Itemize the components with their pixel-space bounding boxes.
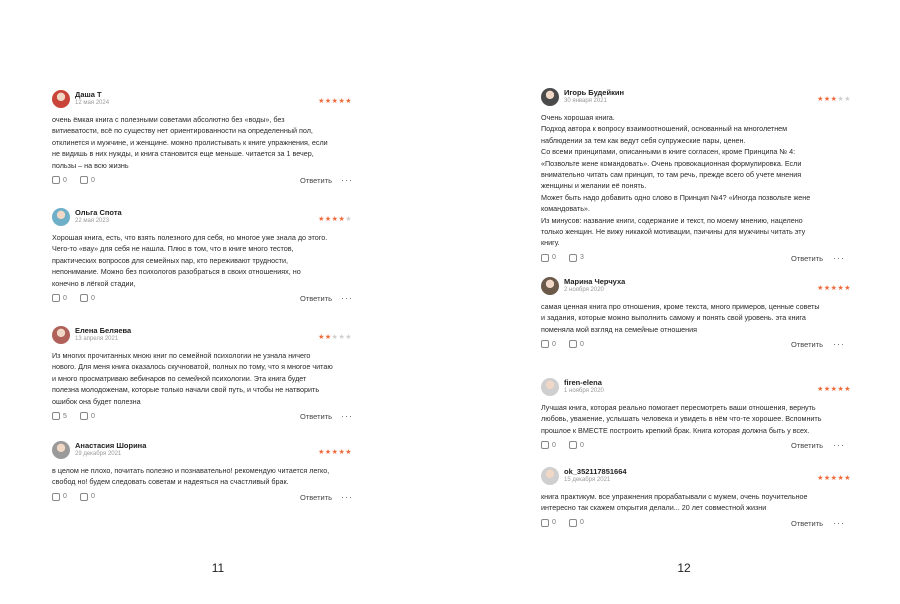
thumbs-down-icon — [80, 176, 88, 184]
reviewer-name[interactable]: ok_352117851664 — [564, 467, 627, 476]
reply-button[interactable]: Ответить — [300, 412, 333, 422]
rating-stars — [318, 215, 352, 223]
rating-stars — [817, 284, 851, 292]
like-count: 0 — [552, 441, 556, 449]
star-icon: ★ — [817, 285, 824, 292]
thumbs-down-icon — [80, 294, 88, 302]
dislike-button[interactable] — [80, 176, 95, 184]
reply-button[interactable]: Ответить — [791, 253, 824, 263]
review-text-line: Может быть надо добавить одно слово в Принцип №4? «Иногда позвольте жене — [541, 192, 811, 202]
more-options-icon[interactable]: ··· — [833, 339, 845, 350]
review-text-line: витиеватости, всё по существу нет ориентированности на определенный пол, — [52, 126, 313, 136]
review-text-line: Очень хорошая книга. — [541, 113, 615, 122]
review-text-line: Из минусов: название книги, содержание и текст, по моему мнению, нацелено — [541, 215, 803, 225]
review-text-line: полезна молодоженам, которые только начали свой путь, и чтобы не натворить — [52, 385, 320, 395]
like-button[interactable] — [541, 519, 556, 527]
rating-stars — [318, 448, 352, 456]
review-actions — [541, 340, 851, 354]
thumbs-down-icon — [569, 441, 577, 449]
review-text-line: внимательно читать сам принцип, то там речь, прежде всего об учете мнения — [541, 170, 802, 180]
avatar[interactable] — [541, 277, 559, 295]
review-text-line: пользы – на всю жизнь — [52, 160, 129, 170]
star-icon: ★ — [830, 285, 838, 292]
rating-stars — [817, 95, 851, 103]
dislike-count: 0 — [91, 294, 95, 302]
like-count: 0 — [63, 294, 67, 302]
review-date: 15 декабря 2021 — [564, 477, 611, 483]
review-header — [52, 441, 352, 465]
review-text-line: женщины и желании её понять. — [541, 181, 647, 191]
review-actions — [541, 441, 851, 455]
star-icon: ★ — [817, 96, 824, 103]
thumbs-down-icon — [569, 340, 577, 348]
reply-button[interactable]: Ответить — [300, 294, 333, 304]
review-header — [541, 277, 851, 301]
star-icon: ★ — [331, 98, 339, 105]
review-text — [52, 232, 352, 289]
like-count: 0 — [552, 254, 556, 262]
more-options-icon[interactable]: ··· — [341, 411, 353, 422]
star-icon: ★ — [817, 475, 824, 482]
star-icon: ★ — [817, 386, 824, 393]
star-icon: ★ — [345, 334, 352, 341]
star-icon: ★ — [837, 475, 845, 482]
avatar[interactable] — [52, 326, 70, 344]
review-text — [52, 465, 352, 488]
reviewer-name[interactable]: firen-elena — [564, 378, 602, 387]
star-icon: ★ — [823, 285, 831, 292]
review-text — [541, 112, 851, 249]
reviewer-name[interactable]: Ольга Спота — [75, 208, 122, 217]
like-button[interactable] — [541, 340, 556, 348]
dislike-count: 0 — [91, 176, 95, 184]
rating-stars — [817, 474, 851, 482]
more-options-icon[interactable]: ··· — [833, 252, 845, 263]
review-text-line: практических вопросов для семейных пар, кто переживают трудности, — [52, 255, 288, 265]
page-number: 12 — [677, 561, 691, 575]
star-icon: ★ — [837, 285, 845, 292]
star-icon: ★ — [345, 449, 352, 456]
review-actions — [541, 254, 851, 268]
rating-stars — [817, 385, 851, 393]
star-icon: ★ — [345, 98, 352, 105]
review-text-line: командовать». — [541, 204, 590, 214]
reply-button[interactable]: Ответить — [791, 518, 824, 528]
review-header — [52, 90, 352, 114]
dislike-button[interactable] — [80, 294, 95, 302]
avatar[interactable] — [52, 90, 70, 108]
star-icon: ★ — [324, 334, 332, 341]
like-button[interactable] — [52, 176, 67, 184]
dislike-count: 0 — [580, 519, 584, 527]
review-actions — [52, 412, 352, 426]
star-icon: ★ — [844, 386, 851, 393]
star-icon: ★ — [338, 216, 346, 223]
reply-button[interactable]: Ответить — [300, 176, 333, 186]
star-icon: ★ — [338, 334, 346, 341]
reviewer-name[interactable]: Анастасия Шорина — [75, 441, 147, 450]
review-text-line: непонимание. Можно без психологов разобраться в своих отношениях, но — [52, 267, 301, 277]
review-text-line: только женщин. Не вижу никакой мотивации, пэичины для мужчины читать эту — [541, 227, 806, 237]
review-text-line: книгу. — [541, 238, 560, 248]
dislike-count: 3 — [580, 254, 584, 262]
review-text-line: не видишь в них нужды, и книга становится еще меньше. читается за 1 вечер, — [52, 149, 314, 159]
review-text-line: отклинется и мужчине, и женщине. можно пролистывать к книге упражнения, если — [52, 137, 328, 147]
reviewer-name[interactable]: Игорь Будейкин — [564, 88, 624, 97]
review-card — [541, 88, 851, 268]
star-icon: ★ — [823, 96, 831, 103]
like-button[interactable] — [52, 493, 67, 501]
review-text-line: Из многих прочитанных мною книг по семейной психологии не узнала ничего — [52, 351, 311, 360]
review-text-line: книга практикум. все упражнения прорабатывали с мужем, очень поучительное — [541, 492, 808, 501]
review-text-line: Чего-то «вау» для себя не нашла. Плюс в том, что в книге много тестов, — [52, 244, 294, 254]
thumbs-up-icon — [52, 176, 60, 184]
review-text-line: нового. Для меня книга оказалось скучноватой, полных по тому, что я многое читаю — [52, 362, 333, 372]
review-text-line: Лучшая книга, которая реально помогает пересмотреть ваши отношения, вернуть — [541, 403, 816, 412]
like-button[interactable] — [52, 412, 67, 420]
star-icon: ★ — [318, 98, 325, 105]
review-text-line: Хорошая книга, есть, что взять полезного для себя, но многое уже знала до этого. — [52, 233, 328, 242]
review-card — [52, 208, 352, 308]
review-header — [541, 88, 851, 112]
review-date: 13 апреля 2021 — [75, 336, 119, 342]
thumbs-up-icon — [541, 441, 549, 449]
thumbs-down-icon — [80, 493, 88, 501]
reply-button[interactable]: Ответить — [791, 340, 824, 350]
review-text — [52, 114, 352, 171]
star-icon: ★ — [318, 449, 325, 456]
dislike-count: 0 — [580, 441, 584, 449]
avatar[interactable] — [52, 441, 70, 459]
like-count: 0 — [63, 493, 67, 501]
star-icon: ★ — [331, 334, 339, 341]
review-text — [541, 402, 851, 436]
star-icon: ★ — [844, 475, 851, 482]
star-icon: ★ — [338, 449, 346, 456]
review-text-line: и много просматриваю вебинаров по семейной психологии. Эта книга будет — [52, 373, 307, 383]
like-button[interactable] — [541, 441, 556, 449]
dislike-button[interactable] — [569, 254, 584, 262]
like-count: 5 — [63, 412, 67, 420]
like-count: 0 — [552, 340, 556, 348]
thumbs-down-icon — [80, 412, 88, 420]
avatar[interactable] — [541, 378, 559, 396]
review-text-line: интересно так скажем открытия делали... 20 лет совместной жизни — [541, 503, 767, 513]
star-icon: ★ — [318, 216, 325, 223]
review-text — [541, 491, 851, 514]
review-text-line: прошлое к ВМЕСТЕ построить крепкий брак. Книга которая должна быть у всех. — [541, 425, 810, 435]
star-icon: ★ — [324, 449, 332, 456]
avatar[interactable] — [52, 208, 70, 226]
review-header — [541, 467, 851, 491]
thumbs-up-icon — [541, 519, 549, 527]
review-text-line: самая ценная книга про отношения, кроме текста, много примеров, ценные советы — [541, 302, 820, 311]
avatar[interactable] — [541, 88, 559, 106]
like-count: 0 — [552, 519, 556, 527]
avatar[interactable] — [541, 467, 559, 485]
star-icon: ★ — [324, 98, 332, 105]
review-text-line: ошибок она будет полезна — [52, 396, 141, 406]
dislike-button[interactable] — [569, 441, 584, 449]
page-right — [450, 0, 900, 604]
star-icon: ★ — [324, 216, 332, 223]
more-options-icon[interactable]: ··· — [341, 293, 353, 304]
review-text-line: свобод но! будем следовать советам и надеяться на счастливый брак. — [52, 477, 289, 487]
thumbs-down-icon — [569, 254, 577, 262]
thumbs-up-icon — [541, 340, 549, 348]
review-header — [52, 208, 352, 232]
more-options-icon[interactable]: ··· — [833, 440, 845, 451]
reviewer-name[interactable]: Марина Черчуха — [564, 277, 626, 286]
review-text-line: очень ёмкая книга с полезными советами абсолютно без «воды», без — [52, 115, 285, 124]
more-options-icon[interactable]: ··· — [341, 175, 353, 186]
dislike-button[interactable] — [569, 340, 584, 348]
reviewer-name[interactable]: Даша Т — [75, 90, 102, 99]
star-icon: ★ — [830, 386, 838, 393]
thumbs-up-icon — [541, 254, 549, 262]
review-header — [541, 378, 851, 402]
star-icon: ★ — [338, 98, 346, 105]
thumbs-down-icon — [569, 519, 577, 527]
review-text — [541, 301, 851, 335]
review-date: 22 мая 2023 — [75, 218, 110, 224]
page-number: 11 — [211, 561, 225, 575]
review-header — [52, 326, 352, 350]
star-icon: ★ — [331, 449, 339, 456]
review-text-line: любовь, уважение, услышать человека и увидеть в нём что-те хорошее. Вспомнить — [541, 414, 822, 424]
star-icon: ★ — [844, 285, 851, 292]
dislike-button[interactable] — [80, 412, 95, 420]
rating-stars — [318, 333, 352, 341]
review-text-line: наблюдении за тем как ведут себя супружеские пары, ценен. — [541, 135, 746, 145]
star-icon: ★ — [830, 475, 838, 482]
star-icon: ★ — [823, 475, 831, 482]
dislike-count: 0 — [91, 412, 95, 420]
review-card — [541, 467, 851, 533]
review-text-line: Со всеми принципами, описанными в книге согласен, кроме Принципа № 4: — [541, 147, 796, 157]
star-icon: ★ — [837, 96, 845, 103]
thumbs-up-icon — [52, 294, 60, 302]
star-icon: ★ — [837, 386, 845, 393]
reply-button[interactable]: Ответить — [300, 492, 333, 502]
star-icon: ★ — [830, 96, 838, 103]
star-icon: ★ — [331, 216, 339, 223]
review-actions — [541, 519, 851, 533]
review-card — [541, 277, 851, 354]
review-text-line: в целом не плохо, почитать полезно и познавательно! рекомендую читается легко, — [52, 466, 330, 475]
review-actions — [52, 493, 352, 507]
review-date: 12 мая 2024 — [75, 100, 110, 106]
dislike-count: 0 — [580, 340, 584, 348]
review-text-line: Подход автора к вопросу взаимоотношений, основанный на многолетнем — [541, 124, 788, 134]
review-actions — [52, 176, 352, 190]
star-icon: ★ — [844, 96, 851, 103]
reply-button[interactable]: Ответить — [791, 441, 824, 451]
dislike-count: 0 — [91, 493, 95, 501]
like-button[interactable] — [52, 294, 67, 302]
review-card — [52, 326, 352, 426]
star-icon: ★ — [318, 334, 325, 341]
like-count: 0 — [63, 176, 67, 184]
like-button[interactable] — [541, 254, 556, 262]
more-options-icon[interactable]: ··· — [833, 517, 845, 528]
review-text-line: и задания, которые можно выполнить самому и понять свой уровень. эта книга — [541, 313, 806, 323]
star-icon: ★ — [823, 386, 831, 393]
review-card — [52, 441, 352, 507]
review-card — [52, 90, 352, 190]
review-text-line: «Позвольте жене командовать». Очень провокационная формулировка. Если — [541, 158, 802, 168]
review-card — [541, 378, 851, 455]
thumbs-up-icon — [52, 493, 60, 501]
star-icon: ★ — [345, 216, 352, 223]
reviewer-name[interactable]: Елена Беляева — [75, 326, 132, 335]
rating-stars — [318, 97, 352, 105]
review-date: 2 ноября 2020 — [564, 287, 604, 293]
more-options-icon[interactable]: ··· — [341, 491, 353, 502]
review-date: 29 декабря 2021 — [75, 451, 122, 457]
dislike-button[interactable] — [80, 493, 95, 501]
review-date: 1 ноября 2020 — [564, 388, 604, 394]
review-date: 30 января 2021 — [564, 98, 607, 104]
review-actions — [52, 294, 352, 308]
dislike-button[interactable] — [569, 519, 584, 527]
review-text-line: конечно в лёгкой стадии, — [52, 278, 136, 288]
review-text-line: поменяла мой взгляд на семейные отношения — [541, 324, 697, 334]
thumbs-up-icon — [52, 412, 60, 420]
review-text — [52, 350, 352, 407]
